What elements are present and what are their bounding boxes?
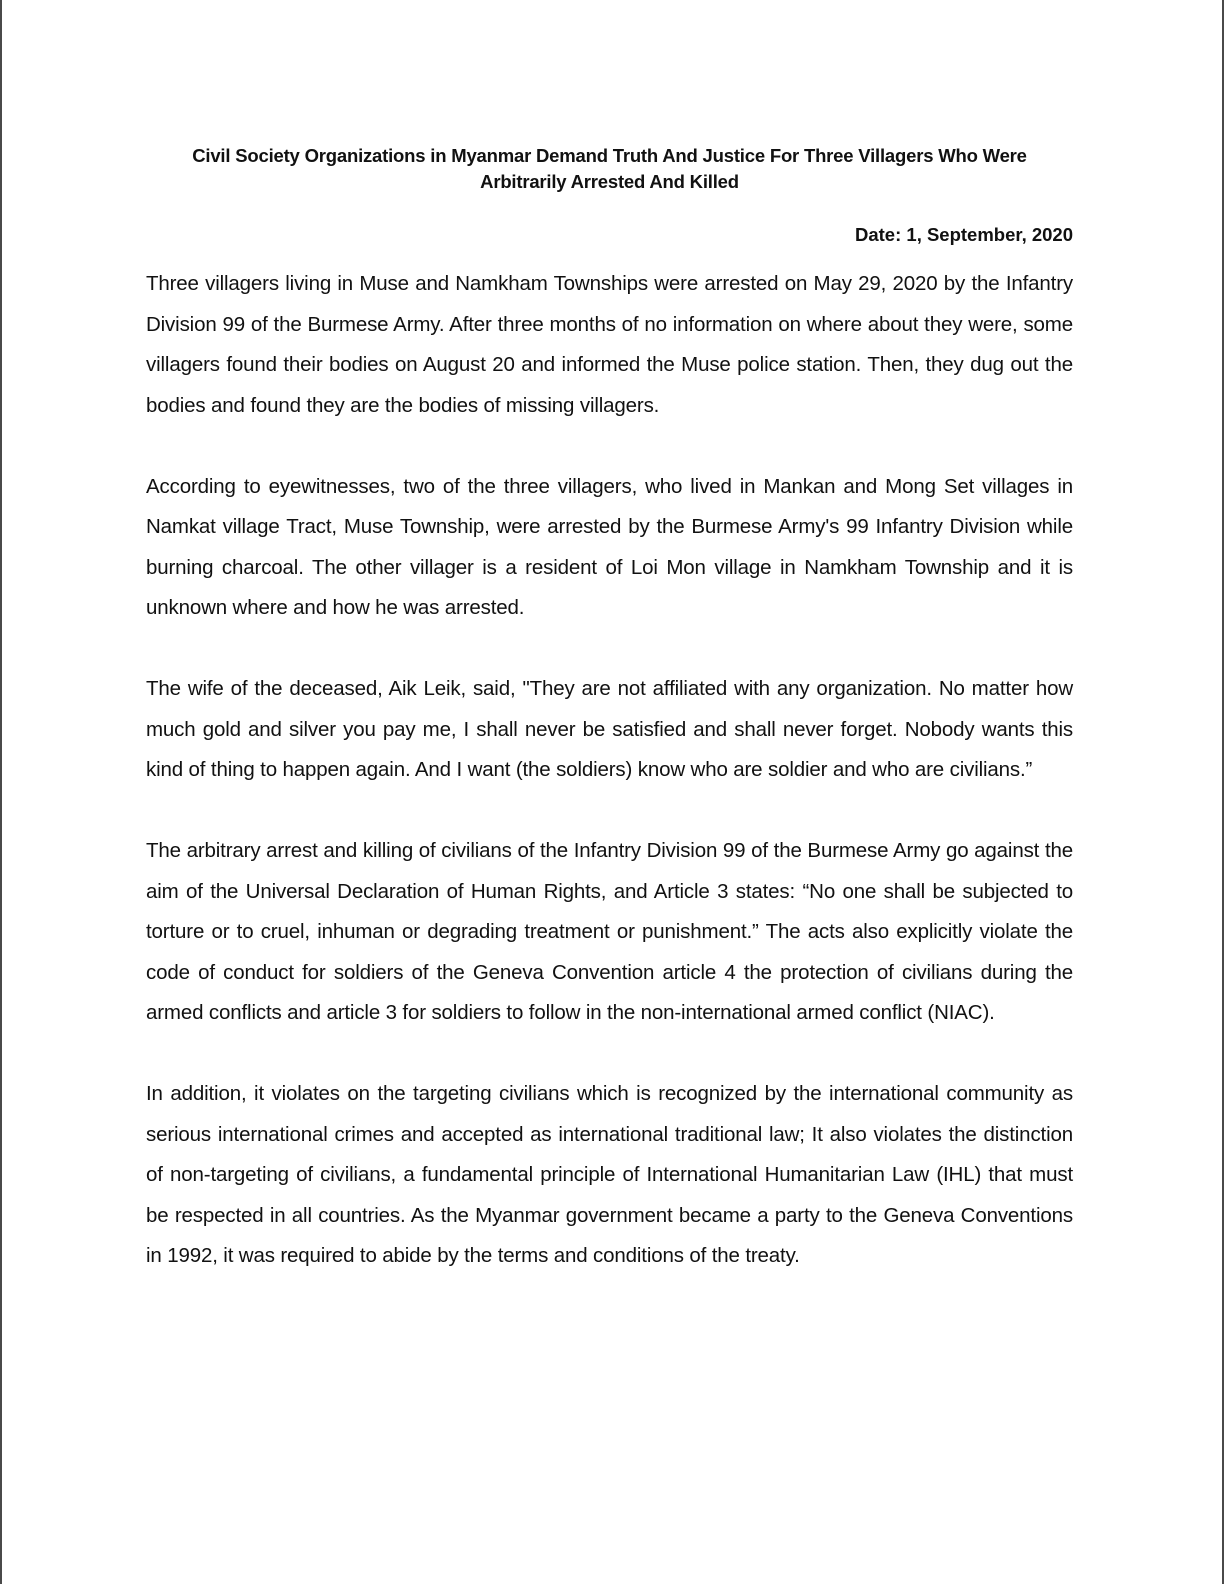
paragraph-human-rights-violation: The arbitrary arrest and killing of civilians of the Infantry Division 99 of the Burmese Army go against the aim of the Universal Declaration of Human Rights, and Article 3 states: “No one shall be subjected to torture or to cruel, inhuman or degrading treatment or punishment.” The acts also explicitly violate the code of conduct for soldiers of the Geneva Convention article 4 the protection of civilians during the armed conflicts and article 3 for soldiers to follow in the non-international armed conflict (NIAC). — [146, 839, 1073, 1024]
paragraph-eyewitness-account: According to eyewitnesses, two of the three villagers, who lived in Mankan and Mong Set villages in Namkat village Tract, Muse Township, were arrested by the Burmese Army's 99 Infantry Division while burning charcoal. The other villager is a resident of Loi Mon village in Namkham Township and it is unknown where and how he was arrested. — [146, 474, 1073, 619]
paragraph-arrest-report: Three villagers living in Muse and Namkham Townships were arrested on May 29, 2020 by the Infantry Division 99 of the Burmese Army. After three months of no information on where about they were, some villagers found their bodies on August 20 and informed the Muse police station. Then, they dug out the bodies and found they are the bodies of missing villagers. — [146, 272, 1073, 417]
paragraph-wife-statement: The wife of the deceased, Aik Leik, said, "They are not affiliated with any organization. No matter how much gold and silver you pay me, I shall never be satisfied and shall never forget. Nobody wants this kind of thing to happen again. And I want (the soldiers) know who are soldier and who are civilians.” — [146, 677, 1073, 781]
paragraph-international-law: In addition, it violates on the targeting civilians which is recognized by the international community as serious international crimes and accepted as international traditional law; It also violates the distinction of non-targeting of civilians, a fundamental principle of International Humanitarian Law (IHL) that must be respected in all countries. As the Myanmar government became a party to the Geneva Conventions in 1992, it was required to abide by the terms and conditions of the treaty. — [146, 1082, 1073, 1267]
document-body — [146, 143, 1073, 1277]
document-date: Date: 1, September, 2020 — [855, 224, 1073, 245]
document-title: Civil Society Organizations in Myanmar Demand Truth And Justice For Three Villagers Who Were Arbitrarily Arrested And Killed — [192, 145, 1027, 192]
